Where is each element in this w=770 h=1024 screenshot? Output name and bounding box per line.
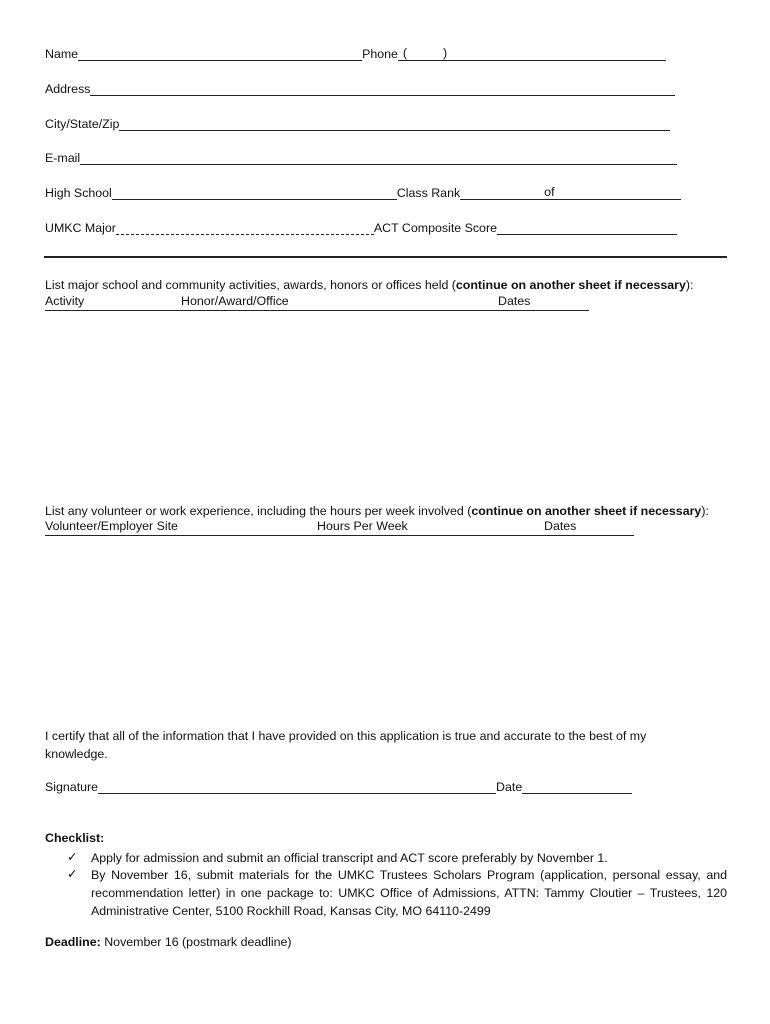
city-label: City/State/Zip — [45, 117, 120, 131]
activities-header — [45, 294, 589, 311]
rank-of-field[interactable] — [557, 185, 681, 200]
rank-label: Class Rank — [396, 186, 461, 200]
checklist-item-2 — [67, 866, 727, 920]
section-divider — [44, 256, 727, 258]
checklist-item-2-text: By November 16, submit materials for the UMKC Trustees Scholars Program (application, personal essay, and recommendation letter) in one package to: UMKC Office of Admissions, ATTN: Tammy Cloutier – Trustees, 120 Administrative Center, 5100 Rockhill Road, Kansas City, MO 64110-2499 — [91, 868, 727, 918]
phone-field[interactable] — [448, 46, 666, 61]
of-label: of — [544, 185, 555, 199]
area-code-field[interactable] — [398, 46, 448, 61]
activities-continue-note: continue on another sheet if necessary — [455, 278, 686, 292]
activities-intro: List major school and community activities, awards, honors or offices held (continue on another sheet if necessary): — [45, 278, 694, 292]
deadline-row — [45, 935, 292, 953]
activities-col-dates: Dates — [498, 294, 531, 308]
school-row — [45, 185, 681, 203]
volunteer-header — [45, 519, 634, 536]
checkmark-icon: ✓ — [67, 850, 78, 864]
phone-paren-open: ( — [402, 46, 408, 60]
volunteer-col-dates: Dates — [544, 519, 577, 533]
act-label: ACT Composite Score — [373, 221, 497, 235]
school-label: High School — [45, 186, 112, 200]
checklist-title: Checklist: — [45, 831, 105, 845]
signature-row — [45, 779, 632, 797]
rank-field[interactable] — [460, 185, 544, 200]
address-label: Address — [45, 82, 91, 96]
email-label: E-mail — [45, 151, 81, 165]
volunteer-col-hours: Hours Per Week — [317, 519, 408, 533]
checklist-item-1 — [67, 849, 727, 867]
name-label: Name — [45, 47, 79, 61]
major-row — [45, 220, 677, 238]
checkmark-icon: ✓ — [67, 867, 78, 881]
volunteer-continue-note: continue on another sheet if necessary — [471, 504, 702, 518]
phone-paren-close: ) — [443, 46, 448, 60]
certify-text: I certify that all of the information that I have provided on this application is true and accurate to the best of my knowledge. — [45, 729, 647, 761]
act-field[interactable] — [497, 220, 677, 235]
name-row — [45, 46, 666, 64]
email-row — [45, 150, 677, 168]
date-field[interactable] — [522, 779, 632, 794]
address-field[interactable] — [90, 81, 675, 96]
checklist-item-1-text: Apply for admission and submit an official transcript and ACT score preferably by November 1. — [91, 851, 608, 865]
volunteer-col-site: Volunteer/Employer Site — [45, 519, 178, 533]
name-field[interactable] — [78, 46, 362, 61]
school-field[interactable] — [112, 185, 397, 200]
signature-label: Signature — [45, 780, 99, 794]
date-label: Date — [496, 780, 523, 794]
city-field[interactable] — [119, 116, 670, 131]
signature-field[interactable] — [98, 779, 496, 794]
activities-col-activity: Activity — [45, 294, 85, 308]
deadline-label: Deadline: — [45, 935, 101, 949]
major-field[interactable] — [116, 220, 374, 235]
email-field[interactable] — [80, 150, 677, 165]
activities-col-honor: Honor/Award/Office — [181, 294, 289, 308]
address-row — [45, 81, 675, 99]
phone-label: Phone — [362, 47, 398, 61]
deadline-text: November 16 (postmark deadline) — [100, 935, 292, 949]
major-label: UMKC Major — [45, 221, 116, 235]
city-row — [45, 116, 670, 134]
volunteer-intro: List any volunteer or work experience, including the hours per week involved (continue on another sheet if necessary): — [45, 504, 709, 518]
